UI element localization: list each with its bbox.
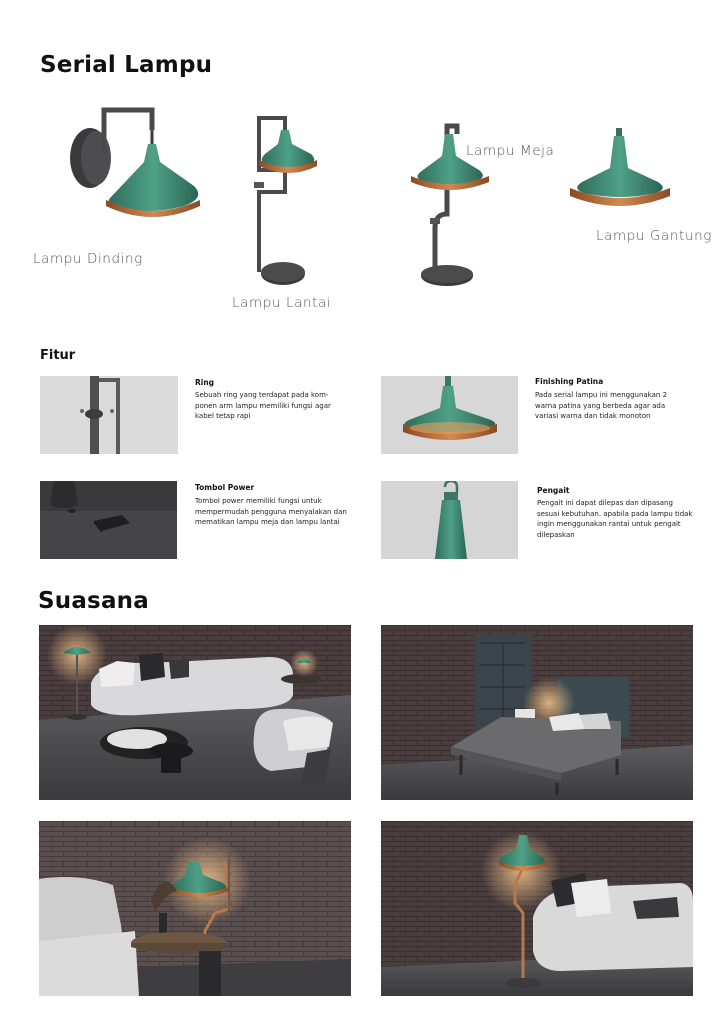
wall-lamp-image [64, 100, 209, 230]
lamp-label-wall: Lampu Dinding [33, 251, 143, 267]
feature-patina-image [381, 376, 518, 454]
feature-patina-title: Finishing Patina [535, 377, 604, 386]
feature-power-title: Tombol Power [195, 483, 255, 492]
feature-patina-desc: Pada serial lampu ini menggunakan 2 warna patina yang berbeda agar ada variasi warna dan tidak monoton [535, 391, 668, 420]
serial-lampu-title: Serial Lampu [40, 52, 213, 78]
scene-living-room-image [39, 625, 351, 800]
feature-ring-desc: Sebuah ring yang terdapat pada kom-ponen arm lampu memiliki fungsi agar kabel tetap rapi [195, 391, 331, 420]
lamp-label-floor: Lampu Lantai [232, 295, 332, 311]
feature-ring-title: Ring [195, 378, 215, 387]
fitur-title: Fitur [40, 348, 76, 363]
lamp-label-table: Lampu Meja [466, 143, 555, 159]
feature-hook-desc: Pengait ini dapat dilepas dan dipasang sesuai kebutuhan. apabila pada lampu tidak ingin menggunakan rantai untuk pengait dilepaskan [537, 499, 693, 539]
pendant-lamp-image [566, 128, 674, 210]
feature-power-image [40, 481, 177, 559]
scene-bedroom-image [381, 625, 693, 800]
floor-lamp-image [245, 112, 325, 292]
feature-power-desc: Tombol power memiliki fungsi untuk mempermudah pengguna menyalakan dan mematikan lampu meja dan lampu lantai [195, 497, 347, 526]
scene-floor-lamp-image [381, 821, 693, 996]
feature-ring-image [40, 376, 178, 454]
feature-hook-title: Pengait [537, 486, 570, 495]
feature-hook-image [381, 481, 518, 559]
lamp-label-pendant: Lampu Gantung [596, 228, 712, 244]
suasana-title: Suasana [38, 588, 149, 614]
scene-table-lamp-image [39, 821, 351, 996]
